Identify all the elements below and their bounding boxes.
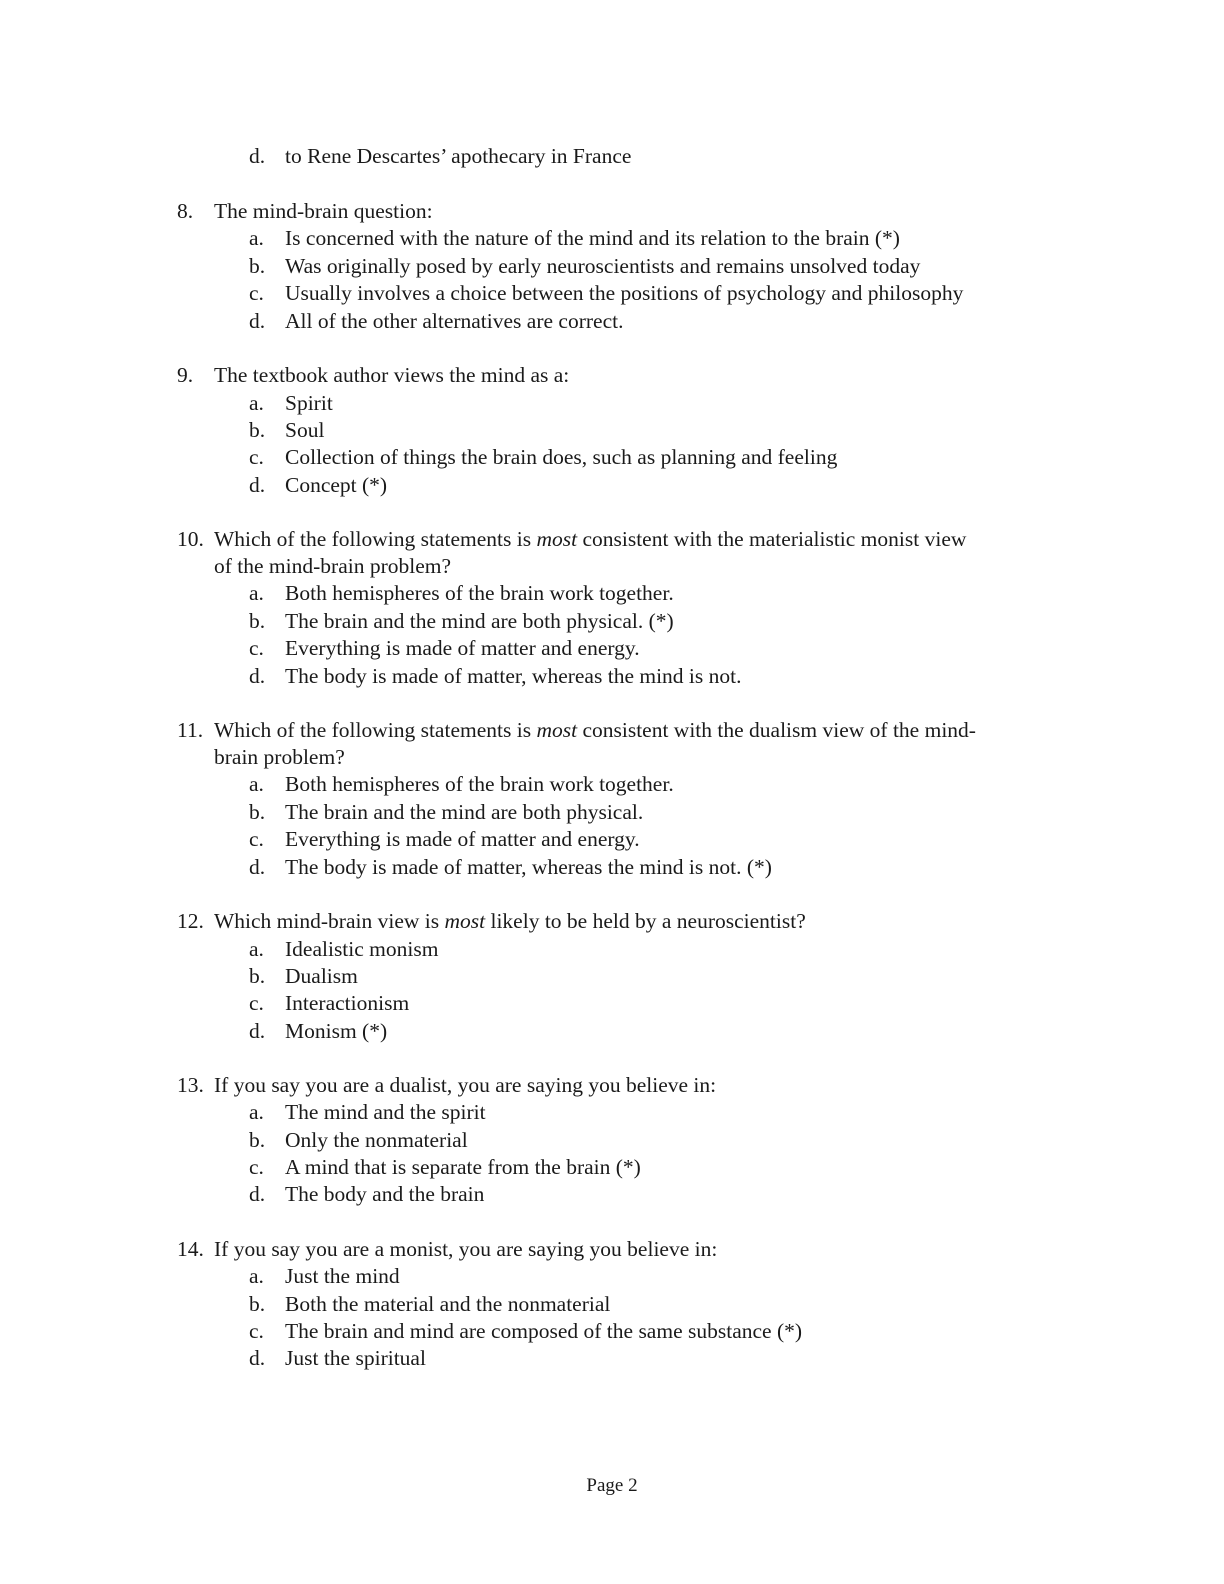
option-letter: b. — [249, 1128, 266, 1152]
option-text: Concept (*) — [285, 473, 388, 497]
question-number: 11. — [177, 718, 204, 742]
option-letter: b. — [249, 964, 266, 988]
question-number: 13. — [177, 1073, 204, 1097]
question-text: The textbook author views the mind as a: — [214, 363, 570, 387]
option-text: Both hemispheres of the brain work together. — [285, 772, 674, 796]
option-text: Just the mind — [285, 1264, 400, 1288]
option-text: Everything is made of matter and energy. — [285, 636, 640, 660]
option-text: The body and the brain — [285, 1182, 485, 1206]
question-text: brain problem? — [214, 745, 345, 769]
option-letter: c. — [249, 281, 264, 305]
question-number: 10. — [177, 527, 204, 551]
option-letter: a. — [249, 581, 264, 605]
option-text: Spirit — [285, 391, 333, 415]
option-text: Only the nonmaterial — [285, 1128, 468, 1152]
option-letter: a. — [249, 226, 264, 250]
option-letter: d. — [249, 309, 266, 333]
emphasis: most — [536, 527, 578, 551]
emphasis: most — [536, 718, 578, 742]
question-text: If you say you are a monist, you are saying you believe in: — [214, 1237, 718, 1261]
page-number: Page 2 — [586, 1475, 638, 1496]
question-text: Which of the following statements is most consistent with the materialistic monist view — [214, 527, 967, 551]
option-text: The brain and mind are composed of the same substance (*) — [285, 1319, 803, 1343]
option-letter: b. — [249, 800, 266, 824]
option-text: Was originally posed by early neuroscientists and remains unsolved today — [285, 254, 921, 278]
option-text: Collection of things the brain does, such as planning and feeling — [285, 445, 838, 469]
option-letter: d. — [249, 1182, 266, 1206]
option-letter: d. — [249, 664, 266, 688]
option-letter: c. — [249, 991, 264, 1015]
option-letter: d. — [249, 473, 266, 497]
question-text: Which of the following statements is most consistent with the dualism view of the mind- — [214, 718, 976, 742]
question-number: 14. — [177, 1237, 204, 1261]
question-number: 9. — [177, 363, 194, 387]
option-letter: a. — [249, 1100, 264, 1124]
option-letter: c. — [249, 1319, 264, 1343]
option-text: Idealistic monism — [285, 937, 439, 961]
option-text: Interactionism — [285, 991, 410, 1015]
option-text: All of the other alternatives are correct. — [285, 309, 624, 333]
option-text: Just the spiritual — [285, 1346, 426, 1370]
option-text: A mind that is separate from the brain (*) — [285, 1155, 641, 1179]
question-text: Which mind-brain view is most likely to be held by a neuroscientist? — [214, 909, 806, 933]
option-text: The mind and the spirit — [285, 1100, 486, 1124]
option-letter: d. — [249, 855, 266, 879]
option-letter: d. — [249, 144, 266, 168]
option-letter: b. — [249, 418, 266, 442]
question-text: of the mind-brain problem? — [214, 554, 452, 578]
option-letter: b. — [249, 609, 266, 633]
option-text: Dualism — [285, 964, 358, 988]
option-text: to Rene Descartes’ apothecary in France — [285, 144, 632, 168]
option-letter: c. — [249, 636, 264, 660]
option-letter: c. — [249, 1155, 264, 1179]
option-text: Everything is made of matter and energy. — [285, 827, 640, 851]
option-letter: a. — [249, 772, 264, 796]
option-text: Usually involves a choice between the positions of psychology and philosophy — [285, 281, 964, 305]
option-letter: c. — [249, 445, 264, 469]
option-text: Both hemispheres of the brain work together. — [285, 581, 674, 605]
option-text: Monism (*) — [285, 1019, 388, 1043]
option-letter: a. — [249, 391, 264, 415]
option-letter: a. — [249, 937, 264, 961]
emphasis: most — [444, 909, 486, 933]
option-letter: b. — [249, 1292, 266, 1316]
option-text: Is concerned with the nature of the mind and its relation to the brain (*) — [285, 226, 900, 250]
question-number: 12. — [177, 909, 204, 933]
option-text: The body is made of matter, whereas the mind is not. — [285, 664, 742, 688]
option-text: Soul — [285, 418, 325, 442]
option-letter: a. — [249, 1264, 264, 1288]
option-letter: b. — [249, 254, 266, 278]
option-letter: c. — [249, 827, 264, 851]
question-text: The mind-brain question: — [214, 199, 433, 223]
option-text: The body is made of matter, whereas the mind is not. (*) — [285, 855, 772, 879]
option-letter: d. — [249, 1019, 266, 1043]
option-letter: d. — [249, 1346, 266, 1370]
option-text: The brain and the mind are both physical. (*) — [285, 609, 674, 633]
question-number: 8. — [177, 199, 194, 223]
option-text: Both the material and the nonmaterial — [285, 1292, 611, 1316]
option-text: The brain and the mind are both physical. — [285, 800, 644, 824]
question-text: If you say you are a dualist, you are saying you believe in: — [214, 1073, 717, 1097]
